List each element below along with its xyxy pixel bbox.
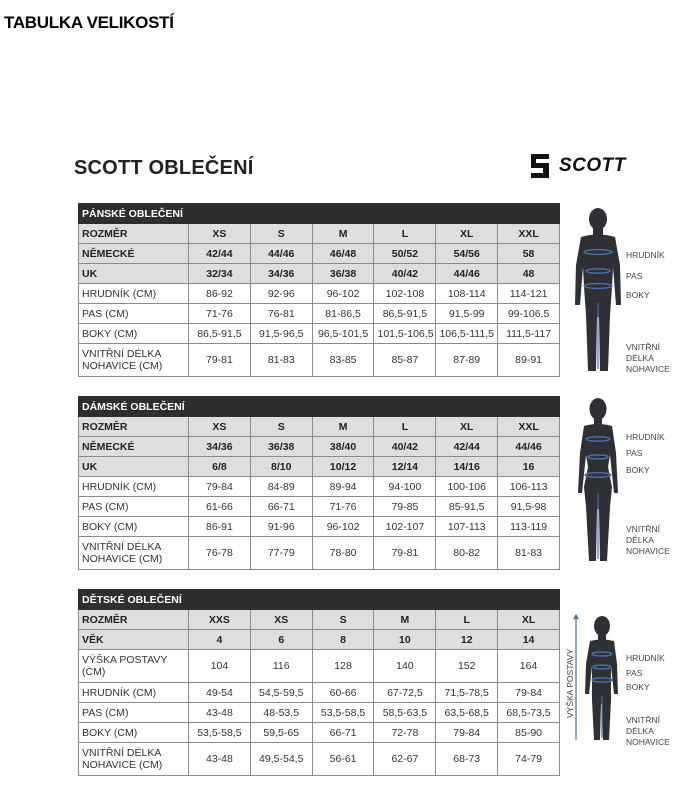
women-table-cell: 81-83 [498, 537, 560, 570]
men-table-cell: S [250, 224, 312, 244]
women-table-cell: L [374, 417, 436, 437]
men-table-cell: 76-81 [250, 304, 312, 324]
kids-size-table [78, 589, 560, 776]
men-table-cell: 108-114 [436, 284, 498, 304]
women-table-cell: XS [189, 417, 251, 437]
women-inseam-label: VNITŘNÍ DÉLKA NOHAVICE [626, 524, 670, 556]
women-row-label: PAS (CM) [79, 497, 189, 517]
kids-waist-label: PAS [626, 668, 643, 678]
women-table-cell: 66-71 [250, 497, 312, 517]
women-row-label: NĚMECKÉ [79, 437, 189, 457]
kids-section-title: DĚTSKÉ OBLEČENÍ [79, 590, 560, 610]
men-hips-label: BOKY [626, 290, 650, 300]
men-table-cell: 91,5-96,5 [250, 324, 312, 344]
men-row-label: UK [79, 264, 189, 284]
kids-table-cell: 8 [312, 630, 374, 650]
women-table-row [79, 537, 560, 570]
kids-table-cell: 56-61 [312, 743, 374, 776]
men-table-cell: 46/48 [312, 244, 374, 264]
women-table-cell: 96-102 [312, 517, 374, 537]
men-section-header [79, 204, 560, 224]
kids-table-cell: 140 [374, 650, 436, 683]
women-body-figure [568, 395, 628, 565]
women-table-cell: 100-106 [436, 477, 498, 497]
women-row-label: VNITŘNÍ DÉLKA NOHAVICE (CM) [79, 537, 189, 570]
women-table-cell: 79-84 [189, 477, 251, 497]
women-table-cell: 6/8 [189, 457, 251, 477]
kids-table-cell: 71,5-78,5 [436, 683, 498, 703]
women-table-cell: 16 [498, 457, 560, 477]
men-table-cell: 86-92 [189, 284, 251, 304]
kids-table-cell: 74-79 [498, 743, 560, 776]
kids-table-cell: XXS [189, 610, 251, 630]
scott-logo-icon [527, 151, 553, 181]
men-table-cell: 92-96 [250, 284, 312, 304]
women-table-cell: S [250, 417, 312, 437]
men-table-cell: XL [436, 224, 498, 244]
kids-height-label: VÝŠKA POSTAVY [565, 648, 575, 718]
women-table-row [79, 437, 560, 457]
kids-table-cell: 53,5-58,5 [312, 703, 374, 723]
kids-table-cell: 62-67 [374, 743, 436, 776]
men-table-cell: 36/38 [312, 264, 374, 284]
men-table-cell: 34/36 [250, 264, 312, 284]
men-table-cell: 50/52 [374, 244, 436, 264]
men-table-cell: 40/42 [374, 264, 436, 284]
men-table-cell: 44/46 [250, 244, 312, 264]
men-table-cell: 87-89 [436, 344, 498, 377]
men-table-cell: XS [189, 224, 251, 244]
kids-silhouette-icon [568, 612, 628, 747]
kids-table-cell: 48-53,5 [250, 703, 312, 723]
kids-table-cell: 152 [436, 650, 498, 683]
women-table-row [79, 497, 560, 517]
women-table-cell: 91-96 [250, 517, 312, 537]
men-table-cell: 83-85 [312, 344, 374, 377]
men-table-cell: 106,5-111,5 [436, 324, 498, 344]
men-table-cell: 54/56 [436, 244, 498, 264]
women-table-cell: 113-119 [498, 517, 560, 537]
women-size-table [78, 396, 560, 570]
women-table-cell: 61-66 [189, 497, 251, 517]
kids-table-cell: XS [250, 610, 312, 630]
kids-table-cell: 79-84 [436, 723, 498, 743]
kids-table-cell: 54,5-59,5 [250, 683, 312, 703]
kids-table-cell: 67-72,5 [374, 683, 436, 703]
kids-table-cell: 60-66 [312, 683, 374, 703]
women-table-cell: 107-113 [436, 517, 498, 537]
men-table-cell: 81-83 [250, 344, 312, 377]
men-table-row [79, 264, 560, 284]
men-table-cell: 86,5-91,5 [189, 324, 251, 344]
men-table-cell: 111,5-117 [498, 324, 560, 344]
women-silhouette-icon [568, 395, 628, 565]
women-table-cell: 85-91,5 [436, 497, 498, 517]
kids-table-cell: M [374, 610, 436, 630]
women-chest-label: HRUDNÍK [626, 432, 665, 442]
men-size-table [78, 203, 560, 377]
women-table-cell: 89-94 [312, 477, 374, 497]
men-table-cell: 48 [498, 264, 560, 284]
women-table-row [79, 517, 560, 537]
men-table-cell: 101,5-106,5 [374, 324, 436, 344]
women-row-label: UK [79, 457, 189, 477]
men-table-cell: 42/44 [189, 244, 251, 264]
women-row-label: HRUDNÍK (CM) [79, 477, 189, 497]
women-table-cell: 71-76 [312, 497, 374, 517]
women-table-cell: XL [436, 417, 498, 437]
women-table-cell: 10/12 [312, 457, 374, 477]
women-table-cell: 79-85 [374, 497, 436, 517]
chart-title: SCOTT OBLEČENÍ [74, 157, 254, 179]
men-table-cell: 58 [498, 244, 560, 264]
men-row-label: VNITŘNÍ DÉLKA NOHAVICE (CM) [79, 344, 189, 377]
women-hips-label: BOKY [626, 465, 650, 475]
kids-table-cell: L [436, 610, 498, 630]
kids-table-cell: 53,5-58,5 [189, 723, 251, 743]
kids-table-cell: 49,5-54,5 [250, 743, 312, 776]
women-table-row [79, 457, 560, 477]
men-row-label: PAS (CM) [79, 304, 189, 324]
women-section-header [79, 397, 560, 417]
page-title: TABULKA VELIKOSTÍ [4, 13, 174, 32]
women-table-cell: 12/14 [374, 457, 436, 477]
women-table-cell: 79-81 [374, 537, 436, 570]
kids-hips-label: BOKY [626, 682, 650, 692]
kids-table-cell: 116 [250, 650, 312, 683]
men-table-cell: 86,5-91,5 [374, 304, 436, 324]
kids-table-cell: S [312, 610, 374, 630]
men-table-cell: 89-91 [498, 344, 560, 377]
kids-table-row [79, 723, 560, 743]
women-section-title: DÁMSKÉ OBLEČENÍ [79, 397, 560, 417]
kids-table-cell: 4 [189, 630, 251, 650]
women-table-cell: 102-107 [374, 517, 436, 537]
women-table-cell: 106-113 [498, 477, 560, 497]
women-table-cell: 91,5-98 [498, 497, 560, 517]
kids-table-cell: 104 [189, 650, 251, 683]
women-table-cell: 34/36 [189, 437, 251, 457]
men-table-row [79, 324, 560, 344]
women-table-cell: 76-78 [189, 537, 251, 570]
kids-row-label: PAS (CM) [79, 703, 189, 723]
women-table-cell: 94-100 [374, 477, 436, 497]
women-table-cell: 86-91 [189, 517, 251, 537]
women-table-cell: 84-89 [250, 477, 312, 497]
men-table-cell: 99-106,5 [498, 304, 560, 324]
women-table-cell: 40/42 [374, 437, 436, 457]
men-table-cell: 79-81 [189, 344, 251, 377]
women-table-cell: 42/44 [436, 437, 498, 457]
men-body-figure [568, 205, 628, 375]
kids-table-cell: 58,5-63,5 [374, 703, 436, 723]
men-table-cell: 81-86,5 [312, 304, 374, 324]
kids-table-cell: 128 [312, 650, 374, 683]
kids-table-cell: 66-71 [312, 723, 374, 743]
women-table-cell: 78-80 [312, 537, 374, 570]
kids-table-cell: 164 [498, 650, 560, 683]
women-table-row [79, 417, 560, 437]
men-waist-label: PAS [626, 271, 643, 281]
women-table-cell: 14/16 [436, 457, 498, 477]
scott-logo [527, 150, 672, 182]
kids-table-row [79, 630, 560, 650]
kids-row-label: VĚK [79, 630, 189, 650]
men-table-cell: XXL [498, 224, 560, 244]
kids-table-cell: 10 [374, 630, 436, 650]
kids-table-row [79, 683, 560, 703]
women-table-cell: M [312, 417, 374, 437]
women-row-label: ROZMĚR [79, 417, 189, 437]
kids-table-cell: 63,5-68,5 [436, 703, 498, 723]
men-table-row [79, 224, 560, 244]
men-inseam-label: VNITŘNÍ DÉLKA NOHAVICE [626, 342, 670, 374]
women-table-cell: XXL [498, 417, 560, 437]
kids-table-row [79, 743, 560, 776]
kids-chest-label: HRUDNÍK [626, 653, 665, 663]
kids-table-cell: 85-90 [498, 723, 560, 743]
men-table-row [79, 284, 560, 304]
kids-table-cell: 49-54 [189, 683, 251, 703]
kids-table-cell: 79-84 [498, 683, 560, 703]
women-table-cell: 8/10 [250, 457, 312, 477]
scott-logo-text: SCOTT [559, 155, 626, 176]
men-table-row [79, 344, 560, 377]
women-row-label: BOKY (CM) [79, 517, 189, 537]
men-table-row [79, 304, 560, 324]
men-table-cell: M [312, 224, 374, 244]
kids-table-cell: 59,5-65 [250, 723, 312, 743]
men-table-cell: 91,5-99 [436, 304, 498, 324]
kids-row-label: ROZMĚR [79, 610, 189, 630]
men-row-label: HRUDNÍK (CM) [79, 284, 189, 304]
kids-section-header [79, 590, 560, 610]
men-table-cell: 85-87 [374, 344, 436, 377]
kids-body-figure [568, 612, 628, 747]
kids-table-cell: 68-73 [436, 743, 498, 776]
kids-table-row [79, 610, 560, 630]
kids-table-cell: XL [498, 610, 560, 630]
men-table-cell: 71-76 [189, 304, 251, 324]
women-table-row [79, 477, 560, 497]
kids-table-row [79, 650, 560, 683]
men-table-cell: 102-108 [374, 284, 436, 304]
women-table-cell: 38/40 [312, 437, 374, 457]
men-table-row [79, 244, 560, 264]
kids-table-cell: 43-48 [189, 703, 251, 723]
kids-table-cell: 12 [436, 630, 498, 650]
men-table-cell: 32/34 [189, 264, 251, 284]
men-chest-label: HRUDNÍK [626, 250, 665, 260]
kids-row-label: VNITŘNÍ DÉLKA NOHAVICE (CM) [79, 743, 189, 776]
men-row-label: ROZMĚR [79, 224, 189, 244]
kids-row-label: HRUDNÍK (CM) [79, 683, 189, 703]
men-table-cell: 114-121 [498, 284, 560, 304]
men-section-title: PÁNSKÉ OBLEČENÍ [79, 204, 560, 224]
women-table-cell: 77-79 [250, 537, 312, 570]
women-waist-label: PAS [626, 448, 643, 458]
men-table-cell: L [374, 224, 436, 244]
kids-row-label: VÝŠKA POSTAVY (CM) [79, 650, 189, 683]
women-table-cell: 44/46 [498, 437, 560, 457]
kids-table-row [79, 703, 560, 723]
women-table-cell: 36/38 [250, 437, 312, 457]
men-row-label: NĚMECKÉ [79, 244, 189, 264]
kids-table-cell: 72-78 [374, 723, 436, 743]
kids-table-cell: 6 [250, 630, 312, 650]
kids-table-cell: 14 [498, 630, 560, 650]
men-silhouette-icon [568, 205, 628, 375]
women-table-cell: 80-82 [436, 537, 498, 570]
men-row-label: BOKY (CM) [79, 324, 189, 344]
kids-row-label: BOKY (CM) [79, 723, 189, 743]
kids-table-cell: 43-48 [189, 743, 251, 776]
kids-table-cell: 68,5-73,5 [498, 703, 560, 723]
kids-inseam-label: VNITŘNÍ DÉLKA NOHAVICE [626, 715, 670, 747]
men-table-cell: 96,5-101,5 [312, 324, 374, 344]
men-table-cell: 96-102 [312, 284, 374, 304]
men-table-cell: 44/46 [436, 264, 498, 284]
